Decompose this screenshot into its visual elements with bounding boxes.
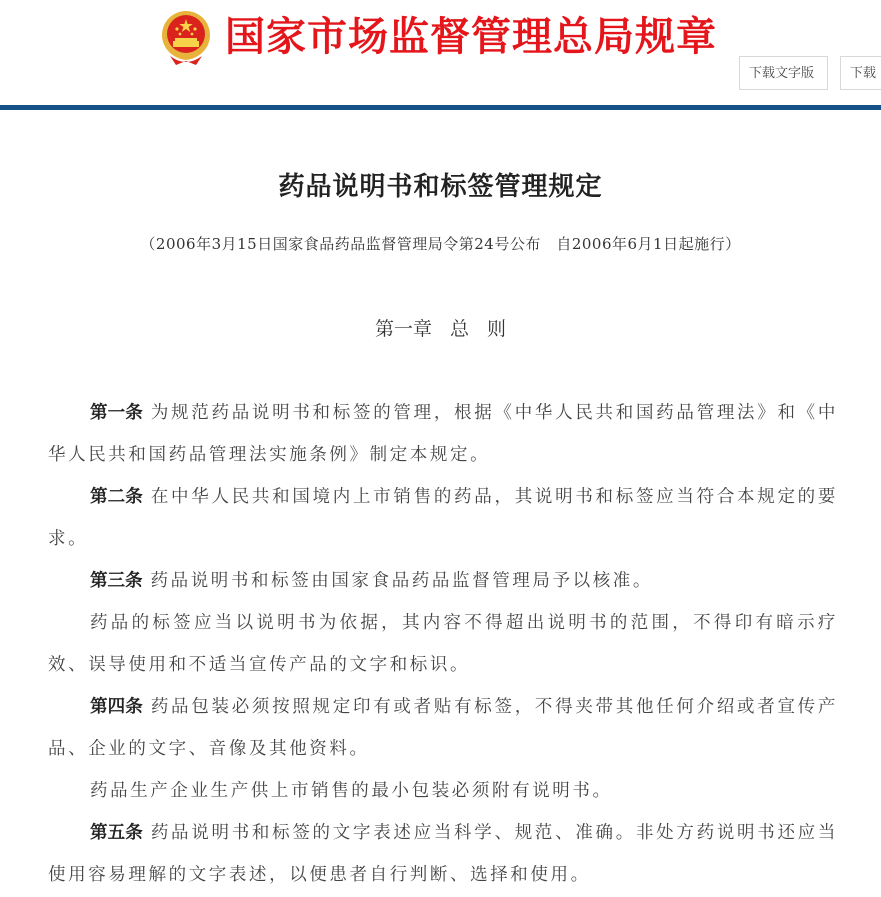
national-emblem-icon <box>160 10 212 66</box>
paragraph-text: 药品生产企业生产供上市销售的最小包装必须附有说明书。 <box>90 781 613 801</box>
article-text: 为规范药品说明书和标签的管理，根据《中华人民共和国药品管理法》和《中华人民共和国药品管理法实施条例》制定本规定。 <box>48 403 838 465</box>
article-text: 药品包装必须按照规定印有或者贴有标签，不得夹带其他任何介绍或者宣传产品、企业的文字、音像及其他资料。 <box>48 697 838 759</box>
paragraph-text: 药品的标签应当以说明书为依据，其内容不得超出说明书的范围，不得印有暗示疗效、误导使用和不适当宣传产品的文字和标识。 <box>48 613 838 675</box>
article-paragraph <box>48 560 838 602</box>
chapter-heading <box>0 314 881 341</box>
article-text: 在中华人民共和国境内上市销售的药品，其说明书和标签应当符合本规定的要求。 <box>48 487 838 549</box>
site-header <box>0 0 881 105</box>
article-text: 药品说明书和标签由国家食品药品监督管理局予以核准。 <box>150 571 653 591</box>
article-label: 第五条 <box>90 823 143 843</box>
article-text: 药品说明书和标签的文字表述应当科学、规范、准确。非处方药说明书还应当使用容易理解的文字表述，以便患者自行判断、选择和使用。 <box>48 823 838 885</box>
article-label: 第一条 <box>90 403 143 423</box>
chapter-name-1: 总 <box>449 318 469 340</box>
article-label: 第四条 <box>90 697 143 717</box>
download-text-version-button[interactable]: 下载文字版 <box>739 56 828 90</box>
article-paragraph <box>48 812 838 896</box>
article-label: 第三条 <box>90 571 143 591</box>
article-label: 第二条 <box>90 487 143 507</box>
paragraph <box>48 602 838 686</box>
paragraph <box>48 770 838 812</box>
chapter-name-2: 则 <box>487 318 507 340</box>
document-title: 药品说明书和标签管理规定 <box>278 172 603 202</box>
article-paragraph <box>48 392 838 476</box>
document-body <box>48 392 838 896</box>
site-title: 国家市场监督管理总局规章 <box>225 13 717 60</box>
download-button[interactable]: 下载 <box>840 56 881 90</box>
header-divider-bar <box>0 105 881 110</box>
article-paragraph <box>48 476 838 560</box>
article-paragraph <box>48 686 838 770</box>
document-subtitle: （2006年3月15日国家食品药品监督管理局令第24号公布 自2006年6月1日起施行） <box>140 235 741 253</box>
chapter-number: 第一章 <box>374 318 432 340</box>
